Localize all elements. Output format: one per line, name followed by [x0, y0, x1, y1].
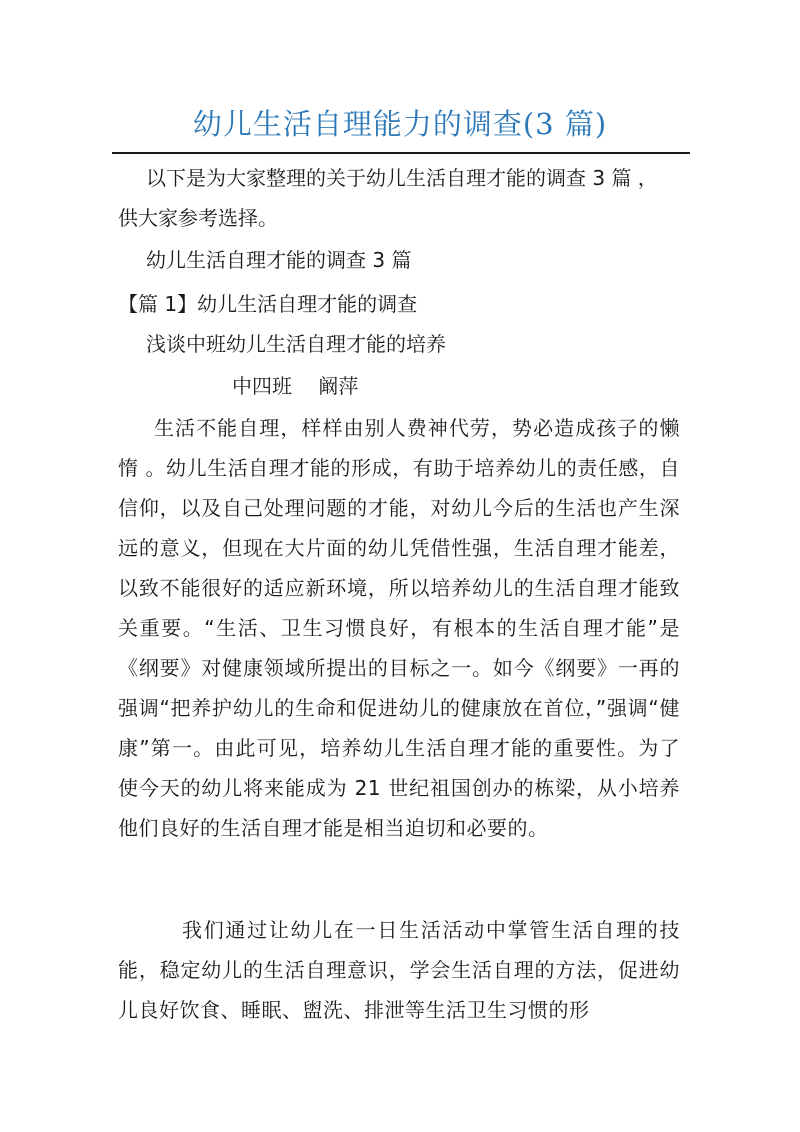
body-paragraph: 生活不能自理，样样由别人费神代劳，势必造成孩子的懒惰 。幼儿生活自理才能的形成，有助于培养幼儿的责任感，自信仰，以及自己处理问题的才能，对幼儿今后的生活也产生深远的意义，但现在大片面的幼儿凭借性强，生活自理才能差，以致不能很好的适应新环境，所以培养幼儿的生活自理才能致关重要。“生活、卫生习惯良好，有根本的生活自理才能”是《纲要》对健康领域所提出的目标之一。如今《纲要》一再的强调“把养护幼儿的生命和促进幼儿的健康放在首位，”强调“健康”第一。由此可见，培养幼儿生活自理才能的重要性。为了使今天的幼儿将来能成为 21 世纪祖国创办的栋梁，从小培养他们良好的生活自理才能是相当迫切和必要的。 [118, 416, 680, 840]
collection-heading: 幼儿生活自理才能的调查 3 篇 [146, 248, 412, 272]
document-title: 幼儿生活自理能力的调查(3 篇) [192, 107, 608, 141]
title-divider [112, 152, 690, 154]
intro-line-1: 以下是为大家整理的关于幼儿生活自理才能的调查 3 篇 ， [146, 166, 658, 190]
author-line: 中四班 阚萍 [232, 374, 359, 398]
part-heading: 【篇 1】幼儿生活自理才能的调查 [118, 292, 418, 316]
article-title: 浅谈中班幼儿生活自理才能的培养 [146, 332, 446, 356]
intro-line-2: 供大家参考选择。 [118, 206, 278, 230]
body-paragraph: 我们通过让幼儿在一日生活活动中掌管生活自理的技能，稳定幼儿的生活自理意识，学会生活自理的方法，促进幼儿良好饮食、睡眠、盥洗、排泄等生活卫生习惯的形 [118, 918, 680, 1022]
